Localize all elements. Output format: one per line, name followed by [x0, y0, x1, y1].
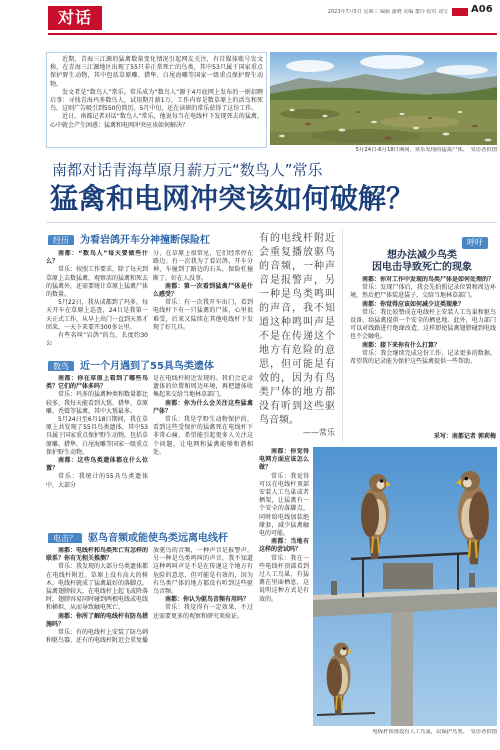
question: 南都：你对工作中发现的鸟类尸体是如何处理的？ [362, 276, 495, 283]
question: 南都：你在草原上看到了哪些鸟类？它们的尸体多吗？ [46, 375, 148, 391]
section-2-column-a [46, 375, 148, 523]
headline-kicker: 南都对话青海草原月薪万元“数鸟人”常乐 [52, 161, 323, 179]
answer: 常乐：我觉得可以在电线杆顶部安装人工鸟巢或者栖架，让猛禽有一个安全的落脚点，同时给电线加装绝缘套，减少猛禽触电的可能。 [259, 472, 309, 538]
answer: 常乐：有一次我开车出门，看到电线杆下有一只猛禽的尸体，心里很难受，后来又陆续在其他电线杆下发现了好几具。 [153, 299, 253, 331]
answer-continued: 放驱鸟的音频，一种声音是报警声，另一种是鸟类鸣叫的声音，我不知道这种鸣叫声是不是在传递这个地方有危险的意思，但可能是有效的，因为有鸟类尸体的地方都没有听到这些驱鸟音频。 [153, 547, 253, 596]
section-1-column-a [46, 250, 148, 352]
section-3-column-a [46, 547, 148, 745]
byline: 采写：南都记者 郭莉梅 [433, 433, 496, 440]
bottom-photo-caption [340, 729, 497, 736]
answer: 有些名叫“岩鸽”的鸟，长度约30公 [46, 332, 148, 348]
grass-patch [280, 109, 340, 119]
question: 南都：电线杆和鸟类死亡有怎样的联系？你有无相关推测？ [46, 547, 148, 563]
dateline: 2023年7月5日 星期三 编辑 潘晓 美编 董玲 校对 刘宝 [327, 9, 448, 15]
insulator [469, 573, 475, 587]
question: 南都：你觉得电网方面应该怎么做？ [259, 448, 309, 472]
headline-rule [46, 222, 497, 223]
section-header-electrocution [48, 528, 255, 543]
section-2-column-b [153, 375, 253, 523]
section-title: 近一个月遇到了55具鸟类遗体 [80, 360, 214, 371]
header-decoration [452, 8, 468, 16]
answer: 常乐：玛多的猛禽种类和数量都比较多，我每天能看到大鵟、猎隼、草原雕、秃鹫等猛禽，其中大鵟最多。 [46, 391, 148, 415]
section-tag: 电击？ [48, 533, 82, 544]
question: 南都：接下来你有什么打算？ [362, 341, 441, 349]
falcons-on-pole-photo [313, 447, 497, 726]
answer: 常乐：按照工作要求，除了每天到草原上去数猛禽，观察活的猛禽和死去的猛禽外，还需要统计草原上猛禽尸体的数量。 [46, 266, 148, 299]
answer: 常乐：我比较赞成在电线杆上安装人工鸟巢和驱鸟设备，给猛禽提供一个安全的栖息地。此外，电力部门可以对线路进行绝缘改造，这样即使猛禽翅膀碰到电线也不会触电。 [350, 308, 496, 341]
section-title: 为看岩鸽开车分神撞断保险杠 [80, 234, 210, 245]
question: 南都：“数鸟人”每天要做些什么？ [46, 250, 148, 266]
section-header-experience [48, 230, 255, 245]
grassland-photo-image [270, 52, 497, 145]
answer: 常乐：我发现的大部分鸟类遗体都在电线杆附近。草原上没有高大的树木，电线杆就成了猛禽最好的落脚点。猛禽翅膀较大，在电线杆上起飞或降落时，翅膀容易同时碰到两根电线或电线和横担，从而导致触电死亡。 [46, 563, 148, 612]
answer: 常乐：我会继续完成这份工作，记录更多的数据，希望我的记录能为保护这些猛禽提供一些帮助。 [350, 349, 496, 366]
question: 南都：你觉得应该如何减少这类现象？ [362, 300, 465, 308]
page-number: A06 [471, 4, 493, 15]
right-title-line: 想办法减少鸟类 [387, 250, 457, 261]
caption-text: 电线杆顶部设有人工鸟巢，以保护鸟类。 [372, 729, 466, 735]
foreground [270, 132, 497, 145]
right-title-line: 因电击导致死亡的现象 [372, 262, 472, 273]
section-masthead: 对话 [48, 6, 102, 30]
answer: 5月24日至6月18日期间，我在草原上共发现了55具鸟类遗体，其中53具属于国家重点保护野生动物，包括草原雕、猎隼、白尾海雕等国家一级重点保护野生动物。 [46, 416, 148, 456]
answer-continued: 分，在草原上很常见，它们经常停在路边。有一次我为了看岩鸽，开车分神，车撞到了路边的石头，保险杠撞断了，好在人没事。 [153, 250, 253, 282]
question: 南都：这些鸟类遗体都在什么位置？ [46, 457, 148, 473]
right-section-tag-wrap [462, 232, 488, 251]
answer: 常乐：有的电线杆上安装了防鸟刺和驱鸟器，还有的电线杆附近会重复播 [46, 629, 148, 645]
column-divider [342, 230, 343, 442]
question: 南都：当地有这样的尝试吗？ [259, 538, 309, 554]
grassland-photo [270, 52, 497, 145]
right-section-title [347, 250, 497, 274]
question: 南都：第一次看到猛禽尸体是什么感受？ [153, 282, 253, 299]
answer: 常乐：我在一些电线杆顶部看到过人工鸟巢，有猛禽在里面栖息，这说明这种方式是有效的。 [259, 554, 309, 603]
cloud [286, 60, 334, 72]
pull-quote: 有的电线杆附近会重复播放驱鸟的音频，一种声音是报警声，另一种是鸟类鸣叫的声音，我不知道这种鸣叫声是不是在传递这个地方有危险的意思，但可能是有效的，因为有鸟类尸体的地方都没有听到这些驱鸟音频。 [259, 233, 335, 426]
section-header-counting [48, 356, 255, 371]
answer-continued: 是在电线杆附近发现的。我们会记录遗体的位置和周边环境，再把遗体收集起来交给当地林草部门。 [153, 375, 253, 399]
top-photo-caption [270, 147, 497, 154]
lead-paragraph: 发文者是“数鸟人”常乐。常乐成为“数鸟人”源于4月底网上发布的一则招聘启事：寻找青海玛多数鸟人，试用期月薪1万，工作内容是数草原上的活鸟和死鸟，这则广告吸引到550份简历。5月中旬，还在读研的常乐获得了这份工作。 [50, 88, 263, 113]
question: 南都：你认为驱鸟音频有用吗？ [165, 596, 250, 604]
insulator [331, 581, 337, 595]
answer: 5月22日，我从成都到了玛多，每天开车在草原上巡查，24日是我第一天正式工作，从早上出门一直到天黑才回来，一天下来要开300多公里。 [46, 299, 148, 331]
question: 南都：你所了解的电线杆有防鸟措施吗？ [46, 612, 148, 628]
headline-title: 猛禽和电网冲突该如何破解？ [50, 182, 415, 215]
section-tag: 数鸟 [48, 361, 74, 372]
caption-credit: 受访者供图 [470, 729, 497, 735]
pull-quote-attribution: ——常乐 [303, 428, 335, 437]
answer: 常乐：发现尸体后，我会先拍照记录位置和周边环境，然后把尸体装进袋子，交给当地林草部门。 [350, 284, 496, 300]
lead-box [46, 52, 267, 148]
caption-credit: 受访者供图 [470, 147, 497, 153]
cloud [360, 55, 424, 69]
lead-paragraph: 近期，青海三江源的猛禽数量变化情况引起网友关注，有自媒体账号发文称，在青海三江源地区出现了55只非正常死亡的鸟类，其中53只属于国家重点保护野生动物，其中包括草原雕、猎隼、白尾海雕等国家一级重点保护野生动物。 [50, 56, 263, 88]
column-c [259, 448, 309, 745]
header-rule [48, 33, 497, 35]
answer: 常乐：我是学野生动物保护的，看到这些受保护的猛禽死在电线杆下非常心痛，希望能引起更多人关注这个问题，让电网和猛禽能够和谐相处。 [153, 416, 253, 456]
section-1-column-b [153, 250, 253, 352]
answer: 常乐：我觉得有一定效果，不过还需要更多的观察和研究来验证。 [153, 604, 253, 620]
section-3-column-b [153, 547, 253, 745]
falcons-photo-image [313, 447, 497, 726]
right-column [350, 276, 496, 432]
question: 南都：你为什么会关注这些猛禽尸体？ [153, 399, 253, 415]
cloud [436, 65, 488, 75]
section-tag: 呼吁 [462, 237, 488, 249]
section-title: 驱鸟音频或能使鸟类远离电线杆 [88, 532, 228, 543]
caption-text: 5月24日-6月18日期间，常乐发现的猛禽尸体。 [355, 147, 466, 153]
utility-pole [391, 607, 413, 726]
lead-paragraph: 近日，南都记者对话“数鸟人”常乐，他说每当在电线杆下发现死去的猛禽，心中就会产生困惑：猛禽和电网冲突应该如何解决？ [50, 113, 263, 129]
answer: 常乐：我统计的55具鸟类遗体中，大部分 [46, 473, 148, 489]
grass-patch [380, 116, 460, 128]
section-tag: 经历 [48, 235, 74, 246]
